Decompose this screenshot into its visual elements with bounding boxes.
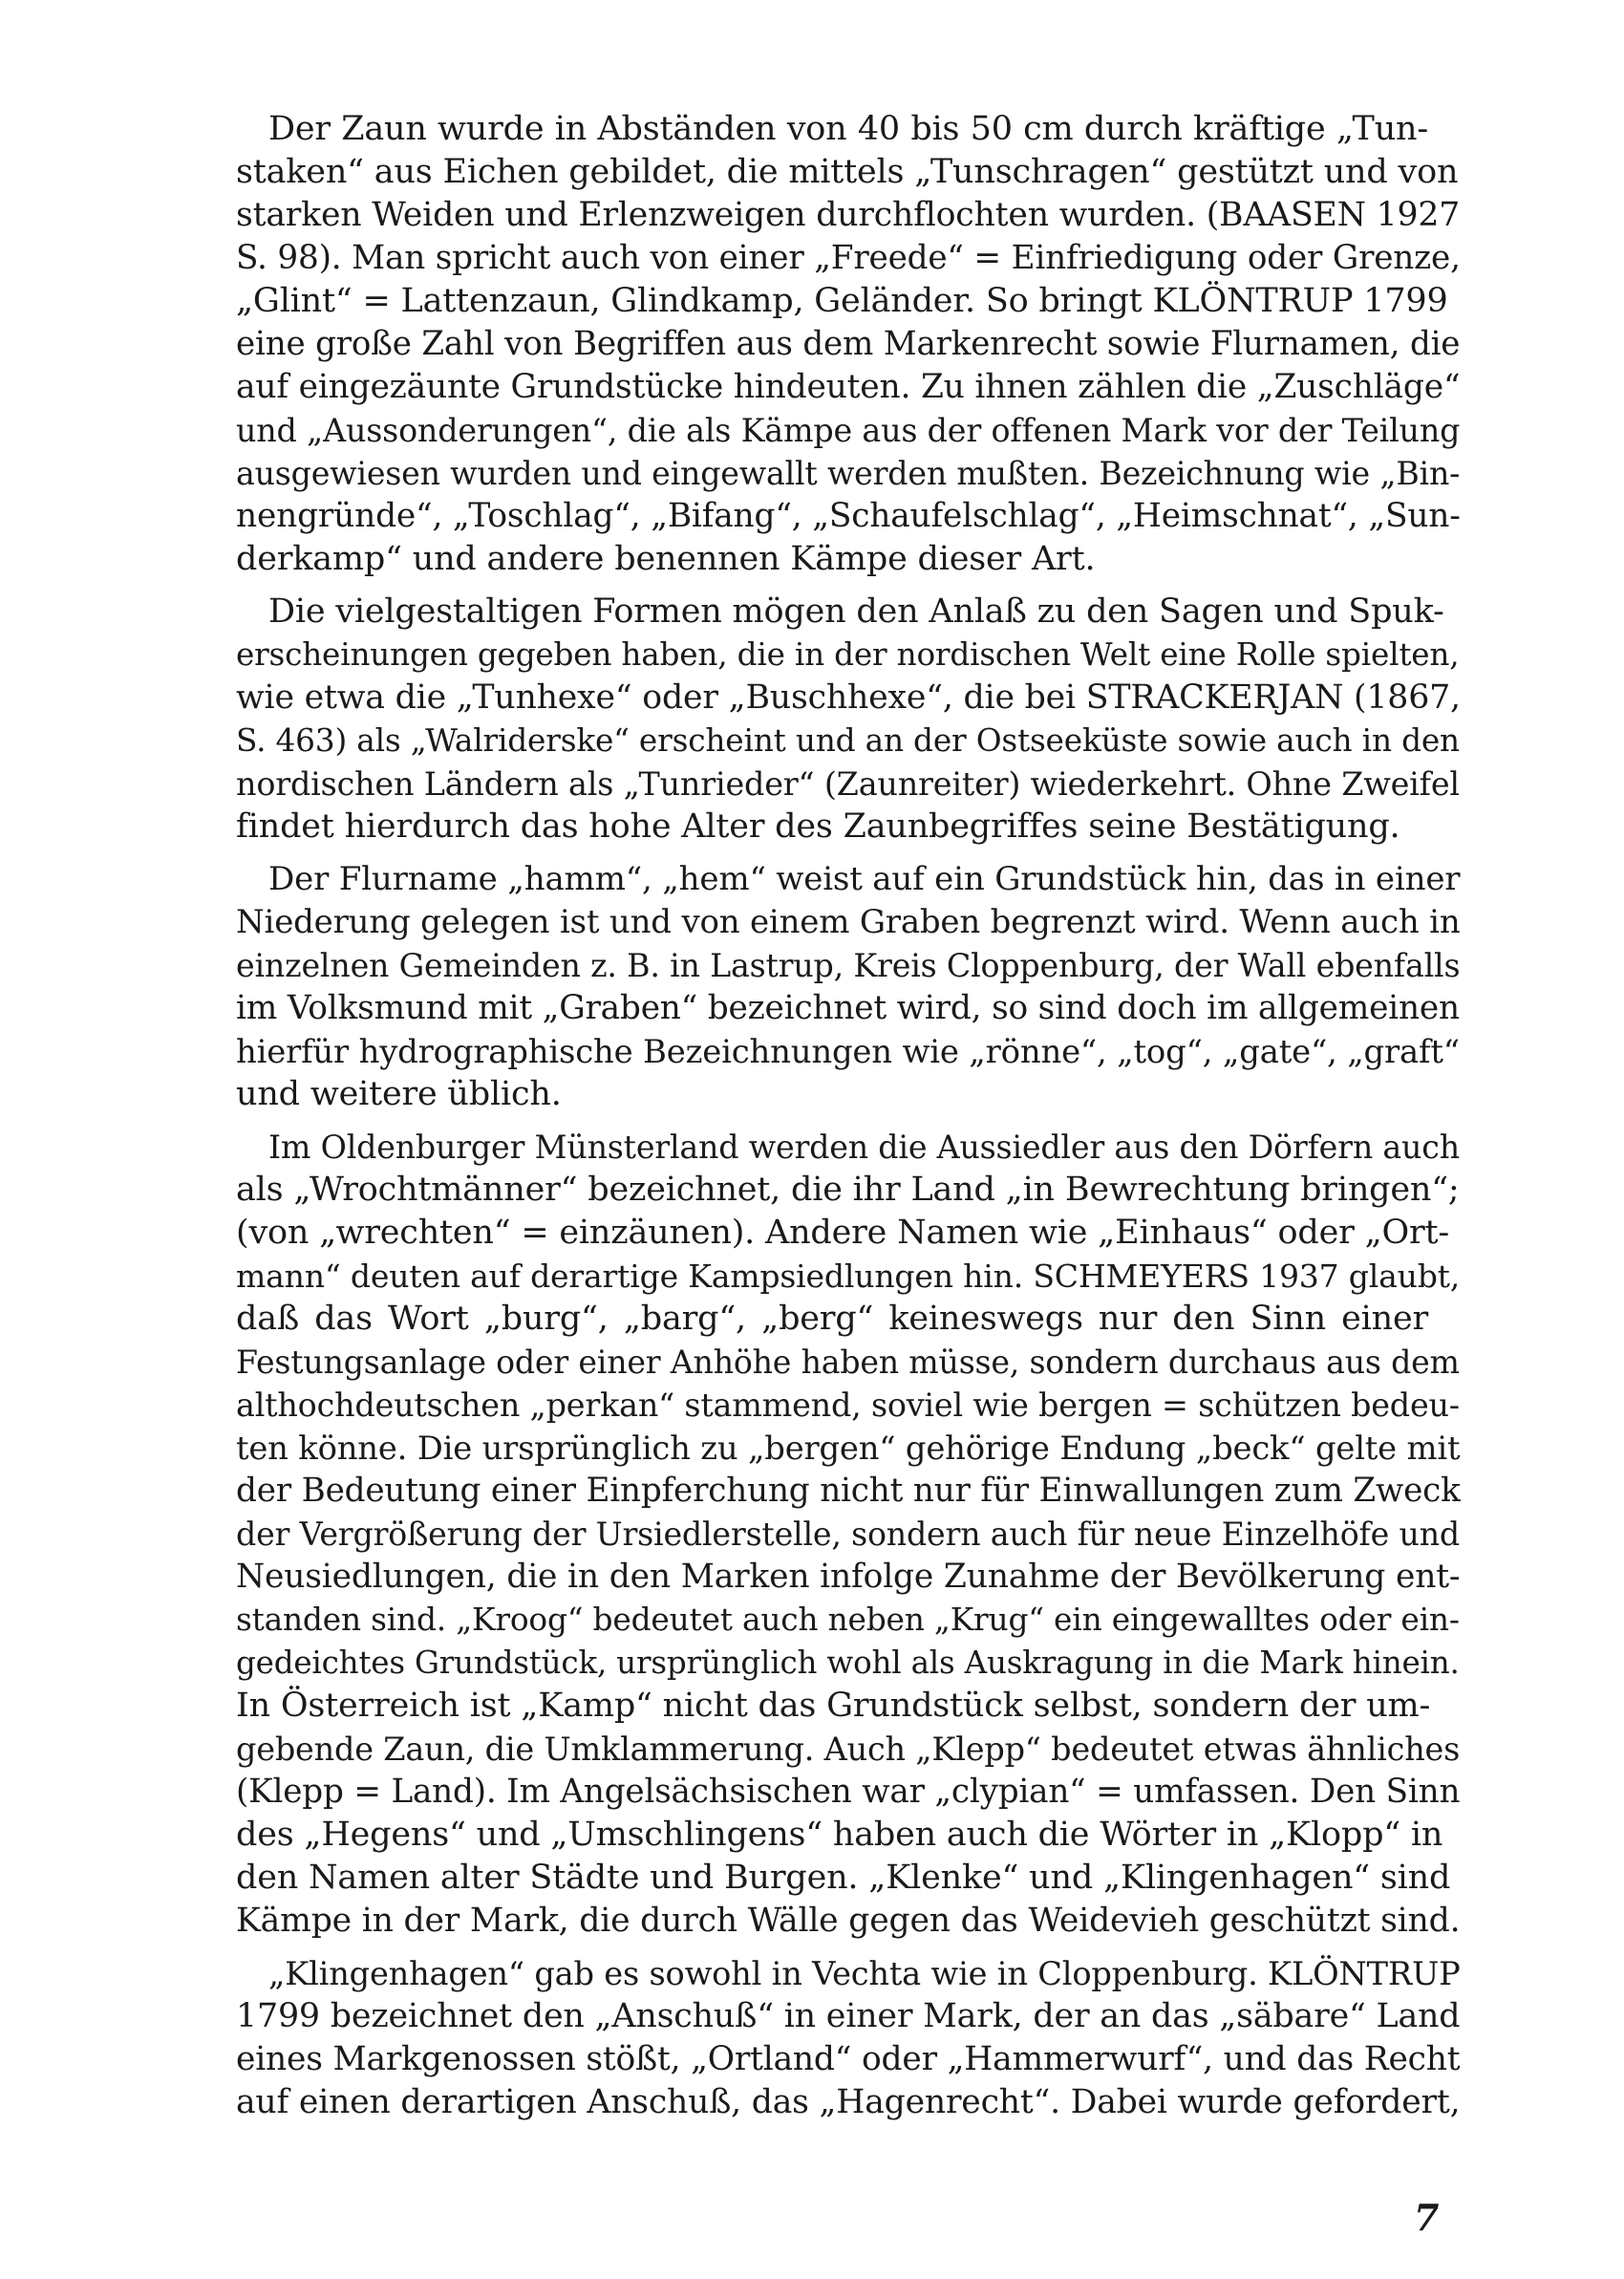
paragraph-2 [203, 591, 1461, 849]
paragraph-4 [203, 1126, 1461, 1943]
text-line: Der Zaun wurde in Abständen von 40 bis 50 cm durch kräftige „Tun- [268, 110, 1428, 148]
text-line: standen sind. „Kroog“ bedeutet auch neben „Krug“ ein eingewalltes oder ein- [236, 1602, 1460, 1638]
text-line: Neusiedlungen, die in den Marken infolge Zunahme der Bevölkerung ent- [236, 1558, 1461, 1596]
text-line: S. 463) als „Walriderske“ erscheint und an der Ostseeküste sowie auch in den [236, 722, 1460, 759]
text-line: der Bedeutung einer Einpferchung nicht nur für Einwallungen zum Zweck [236, 1472, 1461, 1510]
text-line: gedeichtes Grundstück, ursprünglich wohl als Auskragung in die Mark hinein. [236, 1645, 1460, 1681]
text-line: „Glint“ = Lattenzaun, Glindkamp, Geländer. So bringt KLÖNTRUP 1799 [236, 282, 1448, 320]
text-line: ten könne. Die ursprünglich zu „bergen“ gehörige Endung „beck“ gelte mit [236, 1430, 1461, 1467]
text-line: im Volksmund mit „Graben“ bezeichnet wird, so sind doch im allgemeinen [236, 989, 1460, 1027]
text-line: der Vergrößerung der Ursiedlerstelle, sondern auch für neue Einzelhöfe und [236, 1516, 1460, 1553]
text-line: des „Hegens“ und „Umschlingens“ haben auch die Wörter in „Klopp“ in [236, 1816, 1443, 1854]
text-line: erscheinungen gegeben haben, die in der nordischen Welt eine Rolle spielten, [236, 636, 1460, 673]
text-line: 1799 bezeichnet den „Anschuß“ in einer Mark, der an das „säbare“ Land [236, 1997, 1461, 2035]
page-number: 7 [1414, 2196, 1440, 2239]
text-line: als „Wrochtmänner“ bezeichnet, die ihr Land „in Bewrechtung bringen“; [236, 1171, 1460, 1209]
text-line: ausgewiesen wurden und eingewallt werden mußten. Bezeichnung wie „Bin- [236, 455, 1461, 492]
text-line: Der Flurname „hamm“, „hem“ weist auf ein Grundstück hin, das in einer [268, 860, 1461, 898]
text-line: staken“ aus Eichen gebildet, die mittels „Tunschragen“ gestützt und von [236, 153, 1459, 191]
text-line: auf eingezäunte Grundstücke hindeuten. Zu ihnen zählen die „Zuschläge“ [236, 368, 1461, 406]
text-line: In Österreich ist „Kamp“ nicht das Grundstück selbst, sondern der um- [236, 1687, 1431, 1725]
text-line: starken Weiden und Erlenzweigen durchflochten wurden. (BAASEN 1927 [236, 196, 1461, 234]
text-line: „Klingenhagen“ gab es sowohl in Vechta wie in Cloppenburg. KLÖNTRUP [268, 1955, 1461, 1992]
text-line: Kämpe in der Mark, die durch Wälle gegen das Weidevieh geschützt sind. [236, 1902, 1461, 1940]
text-line: derkamp“ und andere benennen Kämpe dieser Art. [236, 540, 1096, 578]
paragraph-1 [203, 108, 1461, 581]
text-line: wie etwa die „Tunhexe“ oder „Buschhexe“, die bei STRACKERJAN (1867, [236, 678, 1461, 717]
text-line: eines Markgenossen stößt, „Ortland“ oder „Hammerwurf“, und das Recht [236, 2040, 1461, 2078]
text-line: auf einen derartigen Anschuß, das „Hagenrecht“. Dabei wurde gefordert, [236, 2083, 1461, 2121]
text-line: Festungsanlage oder einer Anhöhe haben müsse, sondern durchaus aus dem [236, 1344, 1460, 1381]
text-line: eine große Zahl von Begriffen aus dem Markenrecht sowie Flurnamen, die [236, 325, 1461, 363]
text-line: und weitere üblich. [236, 1075, 562, 1113]
text-line: S. 98). Man spricht auch von einer „Freede“ = Einfriedigung oder Grenze, [236, 239, 1461, 277]
page-body [203, 108, 1461, 2134]
text-line: daß das Wort „burg“, „barg“, „berg“ keineswegs nur den Sinn einer [236, 1300, 1428, 1338]
text-line: nengründe“, „Toschlag“, „Bifang“, „Schaufelschlag“, „Heimschnat“, „Sun- [236, 497, 1461, 535]
text-line: (von „wrechten“ = einzäunen). Andere Namen wie „Einhaus“ oder „Ort- [236, 1214, 1450, 1252]
text-line: mann“ deuten auf derartige Kampsiedlungen hin. SCHMEYERS 1937 glaubt, [236, 1258, 1461, 1295]
text-line: hierfür hydrographische Bezeichnungen wie „rönne“, „tog“, „gate“, „graft“ [236, 1033, 1460, 1070]
paragraph-3 [203, 858, 1461, 1116]
text-line: Die vielgestaltigen Formen mögen den Anlaß zu den Sagen und Spuk- [268, 592, 1444, 631]
text-line: Im Oldenburger Münsterland werden die Aussiedler aus den Dörfern auch [268, 1129, 1460, 1166]
text-line: und „Aussonderungen“, die als Kämpe aus der offenen Mark vor der Teilung [236, 412, 1461, 449]
paragraph-5 [203, 1952, 1461, 2124]
text-line: althochdeutschen „perkan“ stammend, soviel wie bergen = schützen bedeu- [236, 1387, 1460, 1424]
text-line: Niederung gelegen ist und von einem Graben begrenzt wird. Wenn auch in [236, 903, 1461, 941]
text-line: nordischen Ländern als „Tunrieder“ (Zaunreiter) wiederkehrt. Ohne Zweifel [236, 765, 1460, 803]
text-line: den Namen alter Städte und Burgen. „Klenke“ und „Klingenhagen“ sind [236, 1859, 1451, 1897]
text-line: gebende Zaun, die Umklammerung. Auch „Klepp“ bedeutet etwas ähnliches [236, 1731, 1461, 1768]
text-line: (Klepp = Land). Im Angelsächsischen war „clypian“ = umfassen. Den Sinn [236, 1773, 1461, 1811]
text-line: findet hierdurch das hohe Alter des Zaunbegriffes seine Bestätigung. [236, 807, 1400, 846]
text-line: einzelnen Gemeinden z. B. in Lastrup, Kreis Cloppenburg, der Wall ebenfalls [236, 947, 1461, 984]
